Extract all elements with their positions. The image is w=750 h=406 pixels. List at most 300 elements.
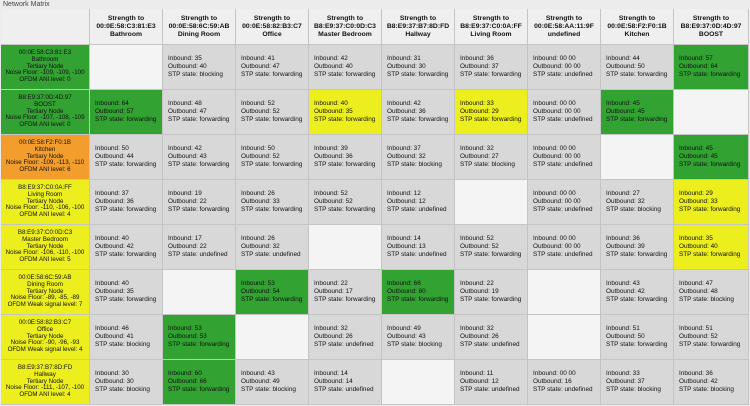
column-header-mac: 00:0E:58:82:B3:C7	[242, 22, 302, 30]
cell-outbound: Outbound: 12	[387, 198, 426, 205]
row-header-type: Tertiary Node	[26, 152, 64, 160]
cell-inbound: Inbound: 11	[460, 370, 494, 377]
row-header	[1, 180, 90, 225]
cell-outbound: Outbound: 53	[168, 333, 207, 340]
cell-stp-state: STP state: blocking	[95, 341, 150, 348]
row-header-name: Bathroom	[31, 55, 59, 63]
table-row	[1, 315, 749, 360]
column-header-mac: 00:0E:58:AA:11:9F	[534, 22, 594, 30]
row-header-noise: Noise Floor: -109, -113, -110	[5, 159, 85, 167]
row-header	[1, 270, 90, 315]
column-header	[528, 9, 601, 45]
cell-inbound: Inbound: 45	[606, 100, 640, 107]
row-header-name: Dining Room	[27, 280, 63, 288]
cell-inbound: Inbound: 35	[679, 235, 713, 242]
cell-outbound: Outbound: 50	[606, 63, 645, 70]
row-header-name: Hallway	[34, 370, 56, 378]
cell-outbound: Outbound: 40	[314, 63, 353, 70]
cell-stp-state: STP state: forwarding	[168, 386, 230, 393]
cell-inbound: Inbound: 22	[314, 280, 348, 287]
cell-stp-state: STP state: forwarding	[460, 296, 522, 303]
matrix-cell-empty	[309, 225, 382, 270]
matrix-cell	[674, 45, 749, 90]
row-header-level: OFDM ANI level: 4	[19, 211, 71, 219]
cell-stp-state: STP state: undefined	[387, 251, 447, 258]
column-header-name: undefined	[547, 30, 581, 38]
cell-stp-state: STP state: forwarding	[314, 296, 376, 303]
cell-stp-state: STP state: forwarding	[314, 161, 376, 168]
matrix-cell	[382, 270, 455, 315]
cell-outbound: Outbound: 66	[168, 378, 207, 385]
matrix-cell	[601, 180, 674, 225]
column-header-mac: B8:E9:37:C0:0D:C3	[314, 22, 376, 30]
cell-outbound: Outbound: 52	[314, 198, 353, 205]
row-header-level: OFDM ANI level: 0	[19, 121, 71, 129]
matrix-cell-empty	[528, 315, 601, 360]
cell-outbound: Outbound: 35	[314, 108, 353, 115]
row-header-mac: 00:0E:58:C3:81:E3	[18, 48, 72, 56]
cell-stp-state: STP state: forwarding	[314, 206, 376, 213]
cell-inbound: Inbound: 49	[387, 325, 421, 332]
cell-stp-state: STP state: forwarding	[606, 296, 668, 303]
cell-outbound: Outbound: 26	[314, 333, 353, 340]
cell-outbound: Outbound: 19	[460, 288, 499, 295]
matrix-cell	[309, 135, 382, 180]
table-row	[1, 180, 749, 225]
cell-inbound: Inbound: 39	[314, 145, 348, 152]
matrix-cell	[455, 45, 528, 90]
cell-inbound: Inbound: 00 00	[533, 55, 576, 62]
row-header-noise: Noise Floor: -90, -96, -93	[10, 339, 80, 347]
column-header	[309, 9, 382, 45]
column-header	[163, 9, 236, 45]
cell-inbound: Inbound: 52	[314, 190, 348, 197]
cell-inbound: Inbound: 30	[95, 370, 129, 377]
matrix-cell-empty	[236, 315, 309, 360]
cell-stp-state: STP state: forwarding	[387, 296, 449, 303]
matrix-cell	[236, 45, 309, 90]
cell-outbound: Outbound: 47	[241, 63, 280, 70]
cell-outbound: Outbound: 36	[95, 198, 134, 205]
matrix-cell	[163, 135, 236, 180]
cell-inbound: Inbound: 12	[387, 190, 421, 197]
cell-stp-state: STP state: undefined	[533, 116, 593, 123]
matrix-cell	[90, 180, 163, 225]
cell-outbound: Outbound: 36	[387, 108, 426, 115]
cell-stp-state: STP state: forwarding	[679, 161, 741, 168]
cell-inbound: Inbound: 50	[95, 145, 129, 152]
cell-outbound: Outbound: 32	[241, 243, 280, 250]
cell-outbound: Outbound: 39	[606, 243, 645, 250]
cell-inbound: Inbound: 00 00	[533, 190, 576, 197]
cell-inbound: Inbound: 51	[679, 325, 713, 332]
cell-stp-state: STP state: blocking	[606, 206, 661, 213]
row-header-type: Tertiary Node	[26, 287, 64, 295]
matrix-cell	[236, 360, 309, 405]
column-header-prefix: Strength to	[107, 14, 145, 22]
matrix-cell	[455, 315, 528, 360]
cell-stp-state: STP state: undefined	[533, 161, 593, 168]
cell-inbound: Inbound: 29	[679, 190, 713, 197]
matrix-cell-empty	[90, 45, 163, 90]
cell-stp-state: STP state: forwarding	[387, 71, 449, 78]
cell-inbound: Inbound: 37	[95, 190, 129, 197]
column-header-prefix: Strength to	[180, 14, 218, 22]
cell-inbound: Inbound: 41	[241, 55, 275, 62]
column-header-prefix: Strength to	[618, 14, 656, 22]
row-header-level: OFDM Weak signal level: 4	[7, 346, 83, 354]
cell-stp-state: STP state: forwarding	[168, 161, 230, 168]
cell-stp-state: STP state: forwarding	[679, 206, 741, 213]
column-header-name: Kitchen	[624, 30, 650, 38]
cell-outbound: Outbound: 22	[168, 198, 207, 205]
cell-outbound: Outbound: 37	[460, 63, 499, 70]
cell-inbound: Inbound: 26	[241, 235, 275, 242]
column-header-mac: B8:E9:37:B7:8D:FD	[386, 22, 450, 30]
matrix-cell	[455, 270, 528, 315]
cell-outbound: Outbound: 36	[314, 153, 353, 160]
cell-outbound: Outbound: 16	[533, 378, 572, 385]
matrix-cell	[309, 270, 382, 315]
cell-outbound: Outbound: 00 00	[533, 243, 581, 250]
cell-inbound: Inbound: 22	[460, 280, 494, 287]
cell-inbound: Inbound: 36	[460, 55, 494, 62]
cell-inbound: Inbound: 46	[95, 325, 129, 332]
column-header-prefix: Strength to	[399, 14, 437, 22]
matrix-cell	[90, 90, 163, 135]
row-header	[1, 225, 90, 270]
cell-inbound: Inbound: 42	[168, 145, 202, 152]
column-header-prefix: Strength to	[545, 14, 583, 22]
cell-stp-state: STP state: forwarding	[606, 71, 668, 78]
matrix-cell	[382, 225, 455, 270]
column-header-mac: 00:0E:58:6C:59:AB	[168, 22, 230, 30]
cell-inbound: Inbound: 45	[679, 145, 713, 152]
matrix-cell	[163, 315, 236, 360]
cell-outbound: Outbound: 35	[95, 288, 134, 295]
corner-cell	[1, 9, 90, 45]
cell-inbound: Inbound: 19	[168, 190, 202, 197]
matrix-cell	[90, 270, 163, 315]
cell-inbound: Inbound: 14	[387, 235, 421, 242]
cell-inbound: Inbound: 00 00	[533, 235, 576, 242]
matrix-cell	[309, 360, 382, 405]
cell-inbound: Inbound: 00 00	[533, 145, 576, 152]
column-header-name: Master Bedroom	[318, 30, 372, 38]
cell-inbound: Inbound: 00 00	[533, 370, 576, 377]
table-row	[1, 270, 749, 315]
cell-outbound: Outbound: 57	[95, 108, 134, 115]
cell-inbound: Inbound: 50	[241, 145, 275, 152]
row-header-type: Tertiary Node	[26, 107, 64, 115]
cell-inbound: Inbound: 47	[679, 280, 713, 287]
cell-stp-state: STP state: forwarding	[95, 296, 157, 303]
cell-inbound: Inbound: 33	[606, 370, 640, 377]
row-header	[1, 360, 90, 405]
cell-inbound: Inbound: 33	[460, 100, 494, 107]
cell-stp-state: STP state: forwarding	[679, 341, 741, 348]
cell-inbound: Inbound: 40	[95, 235, 129, 242]
table-row	[1, 90, 749, 135]
cell-stp-state: STP state: forwarding	[241, 206, 303, 213]
cell-stp-state: STP state: forwarding	[95, 251, 157, 258]
column-header-prefix: Strength to	[326, 14, 364, 22]
column-header-mac: 00:0E:58:F2:F0:1B	[607, 22, 667, 30]
cell-outbound: Outbound: 50	[606, 333, 645, 340]
column-header-name: BOOST	[698, 30, 724, 38]
cell-outbound: Outbound: 33	[241, 198, 280, 205]
matrix-cell	[309, 315, 382, 360]
cell-outbound: Outbound: 42	[679, 378, 718, 385]
matrix-cell	[455, 135, 528, 180]
matrix-cell	[601, 90, 674, 135]
cell-inbound: Inbound: 37	[387, 145, 421, 152]
matrix-cell	[90, 135, 163, 180]
cell-stp-state: STP state: forwarding	[168, 206, 230, 213]
matrix-cell	[382, 90, 455, 135]
cell-stp-state: STP state: undefined	[533, 251, 593, 258]
row-header-name: Living Room	[27, 190, 63, 198]
matrix-cell-empty	[601, 135, 674, 180]
cell-outbound: Outbound: 43	[387, 333, 426, 340]
matrix-cell	[674, 360, 749, 405]
matrix-cell	[455, 90, 528, 135]
cell-stp-state: STP state: undefined	[533, 386, 593, 393]
matrix-cell	[90, 315, 163, 360]
matrix-cell	[528, 360, 601, 405]
row-header-type: Tertiary Node	[26, 332, 64, 340]
cell-outbound: Outbound: 48	[679, 288, 718, 295]
row-header-noise: Noise Floor: -89, -85, -89	[10, 294, 80, 302]
column-header-prefix: Strength to	[253, 14, 291, 22]
row-header-type: Tertiary Node	[26, 377, 64, 385]
cell-outbound: Outbound: 52	[679, 333, 718, 340]
matrix-cell	[163, 180, 236, 225]
cell-outbound: Outbound: 42	[95, 243, 134, 250]
column-header-mac: 00:0E:58:C3:81:E3	[96, 22, 156, 30]
cell-inbound: Inbound: 26	[241, 190, 275, 197]
cell-inbound: Inbound: 42	[314, 55, 348, 62]
row-header-mac: 00:0E:58:6C:59:AB	[18, 273, 72, 281]
matrix-cell	[382, 135, 455, 180]
cell-stp-state: STP state: blocking	[606, 386, 661, 393]
matrix-cell-empty	[528, 270, 601, 315]
cell-outbound: Outbound: 30	[95, 378, 134, 385]
cell-outbound: Outbound: 47	[168, 108, 207, 115]
cell-inbound: Inbound: 53	[168, 325, 202, 332]
column-header-mac: B8:E9:37:C0:0A:FF	[460, 22, 522, 30]
cell-stp-state: STP state: undefined	[460, 341, 520, 348]
cell-stp-state: STP state: forwarding	[241, 161, 303, 168]
cell-stp-state: STP state: forwarding	[241, 71, 303, 78]
cell-stp-state: STP state: forwarding	[241, 116, 303, 123]
cell-stp-state: STP state: forwarding	[606, 251, 668, 258]
matrix-cell-empty	[455, 180, 528, 225]
column-header	[90, 9, 163, 45]
cell-inbound: Inbound: 43	[241, 370, 275, 377]
cell-outbound: Outbound: 00 00	[533, 153, 581, 160]
cell-inbound: Inbound: 44	[606, 55, 640, 62]
cell-outbound: Outbound: 26	[460, 333, 499, 340]
cell-stp-state: STP state: forwarding	[314, 116, 376, 123]
cell-stp-state: STP state: undefined	[533, 206, 593, 213]
cell-inbound: Inbound: 51	[606, 325, 640, 332]
cell-stp-state: STP state: forwarding	[95, 161, 157, 168]
row-header-noise: Noise Floor: -107, -108, -109	[5, 114, 85, 122]
column-header-name: Bathroom	[109, 30, 143, 38]
cell-inbound: Inbound: 52	[460, 235, 494, 242]
header-row	[1, 9, 749, 45]
cell-outbound: Outbound: 33	[679, 198, 718, 205]
cell-stp-state: STP state: blocking	[387, 161, 442, 168]
cell-stp-state: STP state: blocking	[460, 161, 515, 168]
cell-outbound: Outbound: 32	[387, 153, 426, 160]
row-header-name: BOOST	[34, 100, 56, 108]
cell-outbound: Outbound: 13	[387, 243, 426, 250]
table-row	[1, 45, 749, 90]
cell-inbound: Inbound: 31	[387, 55, 421, 62]
matrix-cell	[309, 180, 382, 225]
matrix-cell	[236, 90, 309, 135]
cell-outbound: Outbound: 41	[95, 333, 134, 340]
cell-outbound: Outbound: 00 00	[533, 63, 581, 70]
row-header-mac: B8:E9:37:0D:4D:97	[18, 93, 72, 101]
cell-outbound: Outbound: 40	[679, 243, 718, 250]
matrix-cell	[382, 315, 455, 360]
cell-outbound: Outbound: 37	[606, 378, 645, 385]
cell-outbound: Outbound: 12	[460, 378, 499, 385]
cell-stp-state: STP state: blocking	[387, 341, 442, 348]
cell-outbound: Outbound: 60	[387, 288, 426, 295]
row-header-level: OFDM ANI level: 6	[19, 166, 71, 174]
row-header-level: OFDM ANI level: 0	[19, 76, 71, 84]
cell-stp-state: STP state: forwarding	[460, 116, 522, 123]
cell-outbound: Outbound: 54	[241, 288, 280, 295]
cell-outbound: Outbound: 45	[679, 153, 718, 160]
cell-outbound: Outbound: 44	[95, 153, 134, 160]
row-header-mac: B8:E9:37:C0:0D:C3	[17, 228, 73, 236]
row-header-noise: Noise Floor: -106, -110, -100	[5, 249, 85, 257]
matrix-cell	[90, 225, 163, 270]
matrix-cell	[601, 45, 674, 90]
cell-stp-state: STP state: blocking	[168, 71, 223, 78]
matrix-cell	[601, 315, 674, 360]
matrix-cell	[528, 90, 601, 135]
matrix-cell	[309, 90, 382, 135]
row-header-name: Kitchen	[34, 145, 56, 153]
cell-stp-state: STP state: forwarding	[387, 116, 449, 123]
cell-outbound: Outbound: 14	[314, 378, 353, 385]
cell-outbound: Outbound: 29	[460, 108, 499, 115]
cell-inbound: Inbound: 32	[460, 145, 494, 152]
column-header-name: Hallway	[405, 30, 431, 38]
cell-stp-state: STP state: forwarding	[95, 206, 157, 213]
cell-stp-state: STP state: blocking	[241, 386, 296, 393]
cell-outbound: Outbound: 64	[679, 63, 718, 70]
cell-outbound: Outbound: 27	[460, 153, 499, 160]
matrix-cell	[601, 270, 674, 315]
cell-outbound: Outbound: 00 00	[533, 198, 581, 205]
cell-stp-state: STP state: undefined	[533, 71, 593, 78]
cell-inbound: Inbound: 64	[95, 100, 129, 107]
cell-inbound: Inbound: 57	[679, 55, 713, 62]
cell-inbound: Inbound: 36	[606, 235, 640, 242]
cell-outbound: Outbound: 45	[606, 108, 645, 115]
cell-stp-state: STP state: undefined	[241, 251, 301, 258]
row-header-level: OFDM ANI level: 5	[19, 256, 71, 264]
matrix-cell-empty	[382, 360, 455, 405]
matrix-cell	[674, 135, 749, 180]
cell-inbound: Inbound: 52	[241, 100, 275, 107]
cell-inbound: Inbound: 40	[95, 280, 129, 287]
cell-inbound: Inbound: 35	[168, 55, 202, 62]
matrix-cell	[382, 180, 455, 225]
row-header	[1, 45, 90, 90]
cell-stp-state: STP state: forwarding	[168, 341, 230, 348]
cell-inbound: Inbound: 53	[241, 280, 275, 287]
cell-outbound: Outbound: 42	[606, 288, 645, 295]
cell-inbound: Inbound: 32	[460, 325, 494, 332]
cell-outbound: Outbound: 52	[460, 243, 499, 250]
cell-stp-state: STP state: forwarding	[679, 251, 741, 258]
table-row	[1, 360, 749, 405]
cell-inbound: Inbound: 48	[168, 100, 202, 107]
cell-inbound: Inbound: 43	[606, 280, 640, 287]
column-header-prefix: Strength to	[692, 14, 730, 22]
cell-stp-state: STP state: forwarding	[168, 116, 230, 123]
matrix-cell	[236, 270, 309, 315]
matrix-cell	[90, 360, 163, 405]
cell-stp-state: STP state: forwarding	[460, 251, 522, 258]
cell-stp-state: STP state: blocking	[95, 386, 150, 393]
cell-inbound: Inbound: 17	[168, 235, 202, 242]
column-header-prefix: Strength to	[472, 14, 510, 22]
column-header	[601, 9, 674, 45]
cell-stp-state: STP state: undefined	[314, 386, 374, 393]
matrix-cell	[601, 225, 674, 270]
cell-inbound: Inbound: 00 00	[533, 100, 576, 107]
cell-stp-state: STP state: forwarding	[606, 116, 668, 123]
network-matrix-table	[1, 9, 749, 405]
cell-stp-state: STP state: blocking	[679, 296, 734, 303]
row-header-type: Tertiary Node	[26, 242, 64, 250]
window-title: Network Matrix	[3, 1, 50, 8]
row-header-noise: Noise Floor: -110, -106, -100	[5, 204, 85, 212]
cell-stp-state: STP state: undefined	[460, 386, 520, 393]
cell-stp-state: STP state: forwarding	[95, 116, 157, 123]
cell-stp-state: STP state: undefined	[387, 206, 447, 213]
column-header	[674, 9, 749, 45]
column-header-name: Living Room	[470, 30, 512, 38]
matrix-cell	[674, 180, 749, 225]
matrix-cell	[455, 360, 528, 405]
matrix-cell	[163, 90, 236, 135]
cell-stp-state: STP state: blocking	[679, 386, 734, 393]
cell-outbound: Outbound: 43	[168, 153, 207, 160]
row-header-mac: B8:E9:37:C0:0A:FF	[18, 183, 72, 191]
cell-outbound: Outbound: 49	[241, 378, 280, 385]
row-header-level: OFDM ANI level: 4	[19, 391, 71, 399]
row-header-mac: 00:0E:58:82:B3:C7	[18, 318, 72, 326]
cell-stp-state: STP state: forwarding	[460, 71, 522, 78]
matrix-cell	[674, 315, 749, 360]
cell-outbound: Outbound: 40	[168, 63, 207, 70]
cell-inbound: Inbound: 66	[387, 280, 421, 287]
cell-outbound: Outbound: 00 00	[533, 108, 581, 115]
column-header-name: Dining Room	[177, 30, 221, 38]
matrix-cell-empty	[163, 270, 236, 315]
row-header-noise: Noise Floor: -109, -109, -100	[5, 69, 85, 77]
